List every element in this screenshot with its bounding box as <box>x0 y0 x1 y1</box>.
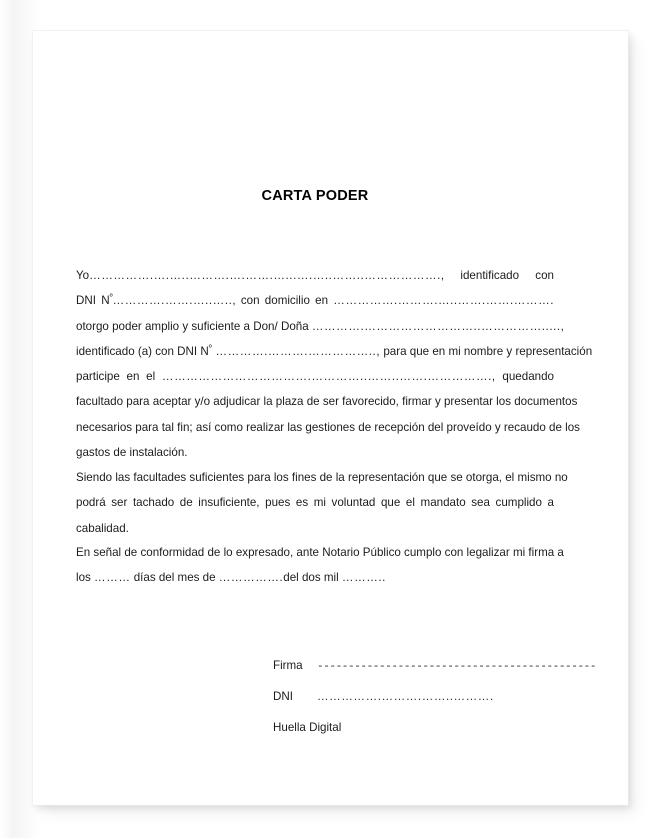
line-text: participe en el <box>76 370 162 384</box>
text-line: podrá ser tachado de insuficiente, pues es mi voluntad que el mandato sea cumplido a cabalidad. <box>76 496 554 535</box>
line-text: DNI N <box>76 294 110 308</box>
paragraph-notary-date <box>76 540 564 591</box>
ordinal-indicator: º <box>208 343 212 353</box>
signature-row-dni <box>273 690 596 721</box>
paragraph-grant-of-power <box>76 263 593 465</box>
firma-signature-line: --------------------------------------------- <box>317 661 597 673</box>
text-line: gastos de instalación. <box>76 446 188 460</box>
dotted-fill: ……………. <box>218 571 284 585</box>
line-text: otorgo poder amplio y suficiente a Don/ Doña <box>76 319 312 333</box>
ordinal-indicator: º <box>109 292 113 302</box>
dotted-fill: ……… <box>94 571 131 585</box>
text-line: En señal de conformidad de lo expresado, ante Notario Público cumplo con legalizar mi firma a <box>76 546 564 559</box>
text-line <box>76 288 554 313</box>
page-title: CARTA PODER <box>261 188 369 204</box>
line-text: los <box>76 571 95 585</box>
firma-label: Firma <box>273 659 303 672</box>
line-text: , con domicilio en <box>232 294 334 308</box>
line-text: quedando <box>495 370 554 384</box>
dotted-fill: …………….….…..……….….…….…...….…..……..………………. <box>89 269 441 282</box>
dni-label: DNI <box>273 690 293 703</box>
document-page <box>33 31 628 805</box>
signature-row-huella <box>273 721 596 734</box>
dotted-fill: …………….……….…..…….…….………. <box>333 294 554 308</box>
dni-fill-line: …………….……….……..………. <box>317 690 494 703</box>
line-text: , identificado con <box>440 269 554 282</box>
signature-block <box>273 659 596 734</box>
text-line <box>76 314 565 339</box>
huella-digital-label: Huella Digital <box>273 721 342 734</box>
dotted-fill: ………….……….…………….., <box>211 344 381 358</box>
dotted-fill: ……………………………….…………..……..…….……………., <box>161 370 496 384</box>
text-line <box>76 339 593 364</box>
line-text: días del mes de <box>130 571 219 585</box>
paragraph-sufficiency-clause <box>76 465 568 541</box>
text-line: facultado para aceptar y/o adjudicar la plaza de ser favorecido, firmar y presentar los documentos <box>76 395 578 409</box>
dotted-fill: ………….………………………..……………....., <box>311 319 565 333</box>
text-line <box>76 263 554 288</box>
text-line <box>76 565 554 590</box>
line-text: Yo <box>76 269 90 282</box>
dotted-fill: ………….…….…..….. <box>112 294 233 308</box>
text-line <box>76 364 554 389</box>
line-text: identificado (a) con DNI N <box>76 344 209 358</box>
line-text: para que en mi nombre y representación <box>380 344 593 358</box>
signature-row-firma <box>273 659 596 690</box>
text-line: Siendo las facultades suficientes para los fines de la representación que se otorga, el mismo no <box>76 471 568 484</box>
text-line: necesarios para tal fin; así como realizar las gestiones de recepción del proveído y recaudo de los <box>76 420 580 434</box>
line-text: del dos mil <box>283 571 342 585</box>
dotted-fill: ……….. <box>341 571 386 585</box>
